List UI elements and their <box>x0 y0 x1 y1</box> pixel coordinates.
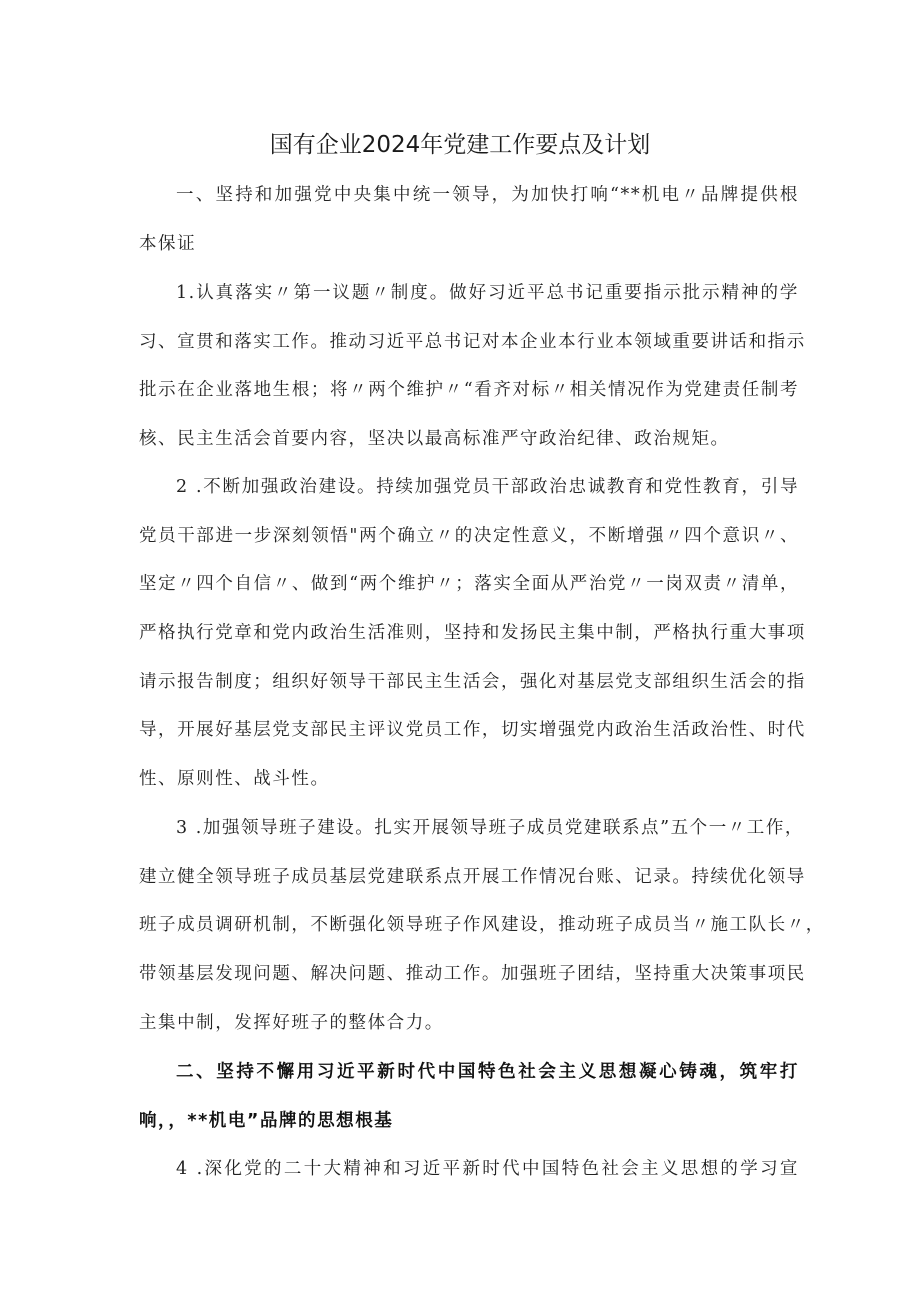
paragraph-4 <box>139 1145 799 1194</box>
text-line: 建立健全领导班子成员基层党建联系点开展工作情况台账、记录。持续优化领导 <box>139 866 806 887</box>
paragraph-3 <box>139 804 825 1047</box>
text-line: 坚定〃四个自信〃、做到“两个维护〃；落实全面从严治党〃一岗双责〃清单， <box>139 574 799 595</box>
text-line: 带领基层发现问题、解决问题、推动工作。加强班子团结，坚持重大决策事项民 <box>139 964 806 985</box>
section-heading-2 <box>139 1048 799 1145</box>
text-line: 3 .加强领导班子建设。扎实开展领导班子成员党建联系点”五个一〃工作， <box>176 818 804 838</box>
text-line: 习、宣贯和落实工作。推动习近平总书记对本企业本行业本领域重要讲话和指示 <box>139 331 806 352</box>
text-line: 请示报告制度；组织好领导干部民主生活会，强化对基层党支部组织生活会的指 <box>139 671 806 692</box>
text-line: 导，开展好基层党支部民主评议党员工作，切实增强党内政治生活政治性、时代 <box>139 720 806 741</box>
text-line: 2 .不断加强政治建设。持续加强党员干部政治忠诚教育和党性教育，引导 <box>176 477 799 497</box>
text-line: 二、坚持不懈用习近平新时代中国特色社会主义思想凝心铸魂，筑牢打 <box>176 1062 799 1082</box>
text-line: 一、坚持和加强党中央集中统一领导，为加快打响“**机电〃品牌提供根 <box>176 185 799 205</box>
text-line: 本保证 <box>139 233 197 254</box>
text-line: 4 .深化党的二十大精神和习近平新时代中国特色社会主义思想的学习宣 <box>176 1159 799 1179</box>
text-line: 响，，**机电”品牌的思想根基 <box>139 1110 394 1131</box>
paragraph-2 <box>139 463 806 804</box>
text-line: 性、原则性、战斗性。 <box>139 769 330 790</box>
paragraph-1 <box>139 269 806 464</box>
page-title: 国有企业2024年党建工作要点及计划 <box>269 132 651 158</box>
text-line: 主集中制，发挥好班子的整体合力。 <box>139 1012 444 1033</box>
text-line: 核、民主生活会首要内容，坚决以最高标准严守政治纪律、政治规矩。 <box>139 429 730 450</box>
text-line: 班子成员调研机制，不断强化领导班子作风建设，推动班子成员当〃施工队长〃， <box>139 915 825 936</box>
text-line: 严格执行党章和党内政治生活准则，坚持和发扬民主集中制，严格执行重大事项 <box>139 623 806 644</box>
text-line: 党员干部进一步深刻领悟"两个确立〃的决定性意义，不断增强〃四个意识〃、 <box>139 525 799 546</box>
text-line: 1.认真落实〃第一议题〃制度。做好习近平总书记重要指示批示精神的学 <box>176 283 799 303</box>
section-heading-1 <box>139 171 799 268</box>
text-line: 批示在企业落地生根；将〃两个维护〃“看齐对标〃相关情况作为党建责任制考 <box>139 380 799 401</box>
